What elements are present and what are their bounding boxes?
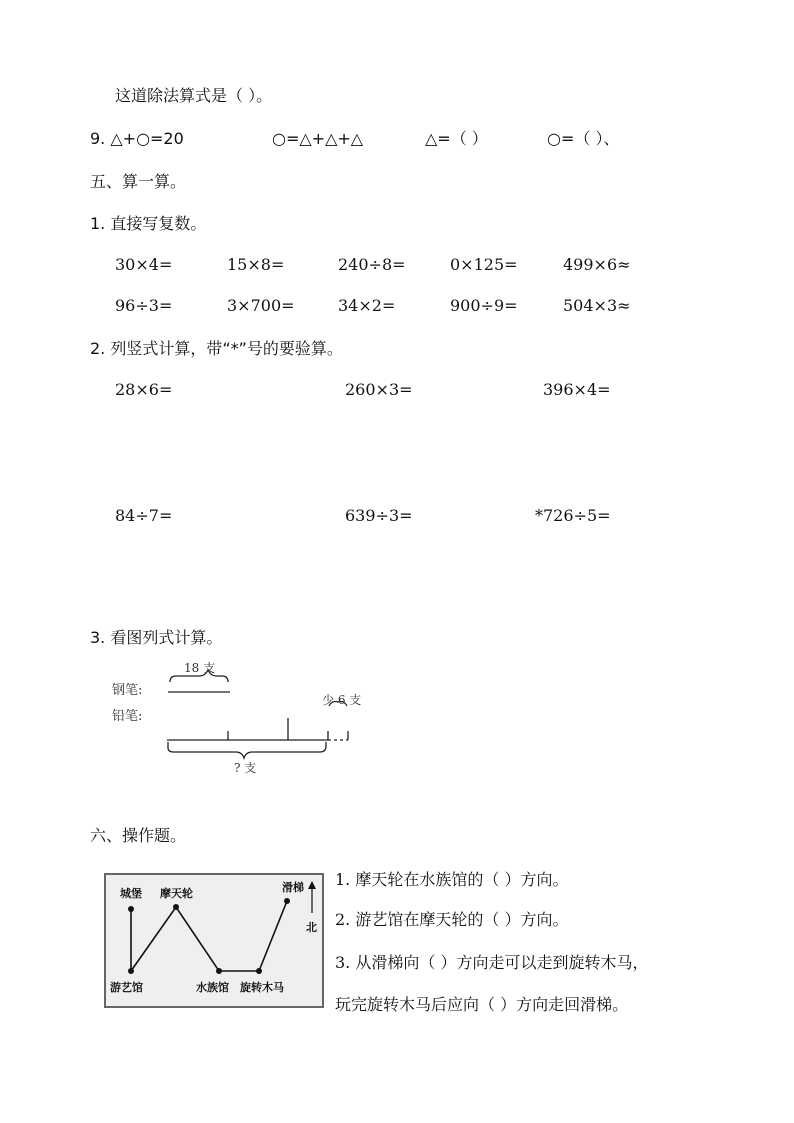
vertical-calc-item: *726÷5= [535, 506, 611, 525]
map-north-label: 北 [306, 921, 317, 934]
oral-calc-item: 900÷9= [450, 296, 518, 315]
q9-equation-2: ○=△+△+△ [272, 129, 364, 148]
section-5-title: 五、算一算。 [90, 172, 187, 191]
less-label: 少 6 支 [322, 693, 362, 707]
pen-pencil-diagram [110, 660, 380, 785]
oral-calc-item: 34×2= [338, 296, 396, 315]
pencil-label: 铅笔: [112, 709, 143, 724]
section-6-title: 六、操作题。 [90, 826, 187, 845]
oral-calc-item: 0×125= [450, 255, 518, 274]
operation-question-1: 1. 摩天轮在水族馆的（ ）方向。 [335, 870, 569, 889]
park-map [104, 873, 324, 1008]
vertical-calc-item: 28×6= [115, 380, 173, 399]
map-castle-label: 城堡 [120, 887, 142, 900]
vertical-calc-item: 84÷7= [115, 506, 173, 525]
vertical-calc-item: 639÷3= [345, 506, 413, 525]
division-formula-line: 这道除法算式是（ ）。 [115, 86, 273, 105]
q9-equation-1: 9. △+○=20 [90, 129, 184, 148]
oral-calc-item: 504×3≈ [563, 296, 631, 315]
oral-calc-item: 96÷3= [115, 296, 173, 315]
operation-question-3: 3. 从滑梯向（ ）方向走可以走到旋转木马， [335, 953, 649, 972]
vertical-calc-item: 260×3= [345, 380, 413, 399]
q9-circle-answer: ○=（ ）、 [547, 129, 620, 148]
map-arcade-label: 游艺馆 [110, 981, 143, 994]
part-2-title: 2. 列竖式计算，带“*”号的要验算。 [90, 339, 343, 358]
oral-calc-item: 30×4= [115, 255, 173, 274]
oral-calc-item: 240÷8= [338, 255, 406, 274]
oral-calc-item: 15×8= [227, 255, 285, 274]
operation-question-2: 2. 游艺馆在摩天轮的（ ）方向。 [335, 910, 569, 929]
q9-triangle-answer: △=（ ） [425, 129, 488, 148]
pen-top-label: 18 支 [184, 661, 216, 675]
pen-label: 钢笔: [112, 683, 143, 698]
map-carousel-label: 旋转木马 [240, 981, 284, 994]
oral-calc-item: 499×6≈ [563, 255, 631, 274]
total-label: ? 支 [234, 761, 257, 775]
oral-calc-item: 3×700= [227, 296, 295, 315]
vertical-calc-item: 396×4= [543, 380, 611, 399]
map-aquarium-label: 水族馆 [196, 981, 229, 994]
operation-question-3-cont: 玩完旋转木马后应向（ ）方向走回滑梯。 [335, 995, 629, 1014]
map-ferris-wheel-label: 摩天轮 [160, 887, 193, 900]
map-slide-label: 滑梯 [282, 881, 304, 894]
part-3-title: 3. 看图列式计算。 [90, 628, 223, 647]
part-1-title: 1. 直接写复数。 [90, 214, 207, 233]
